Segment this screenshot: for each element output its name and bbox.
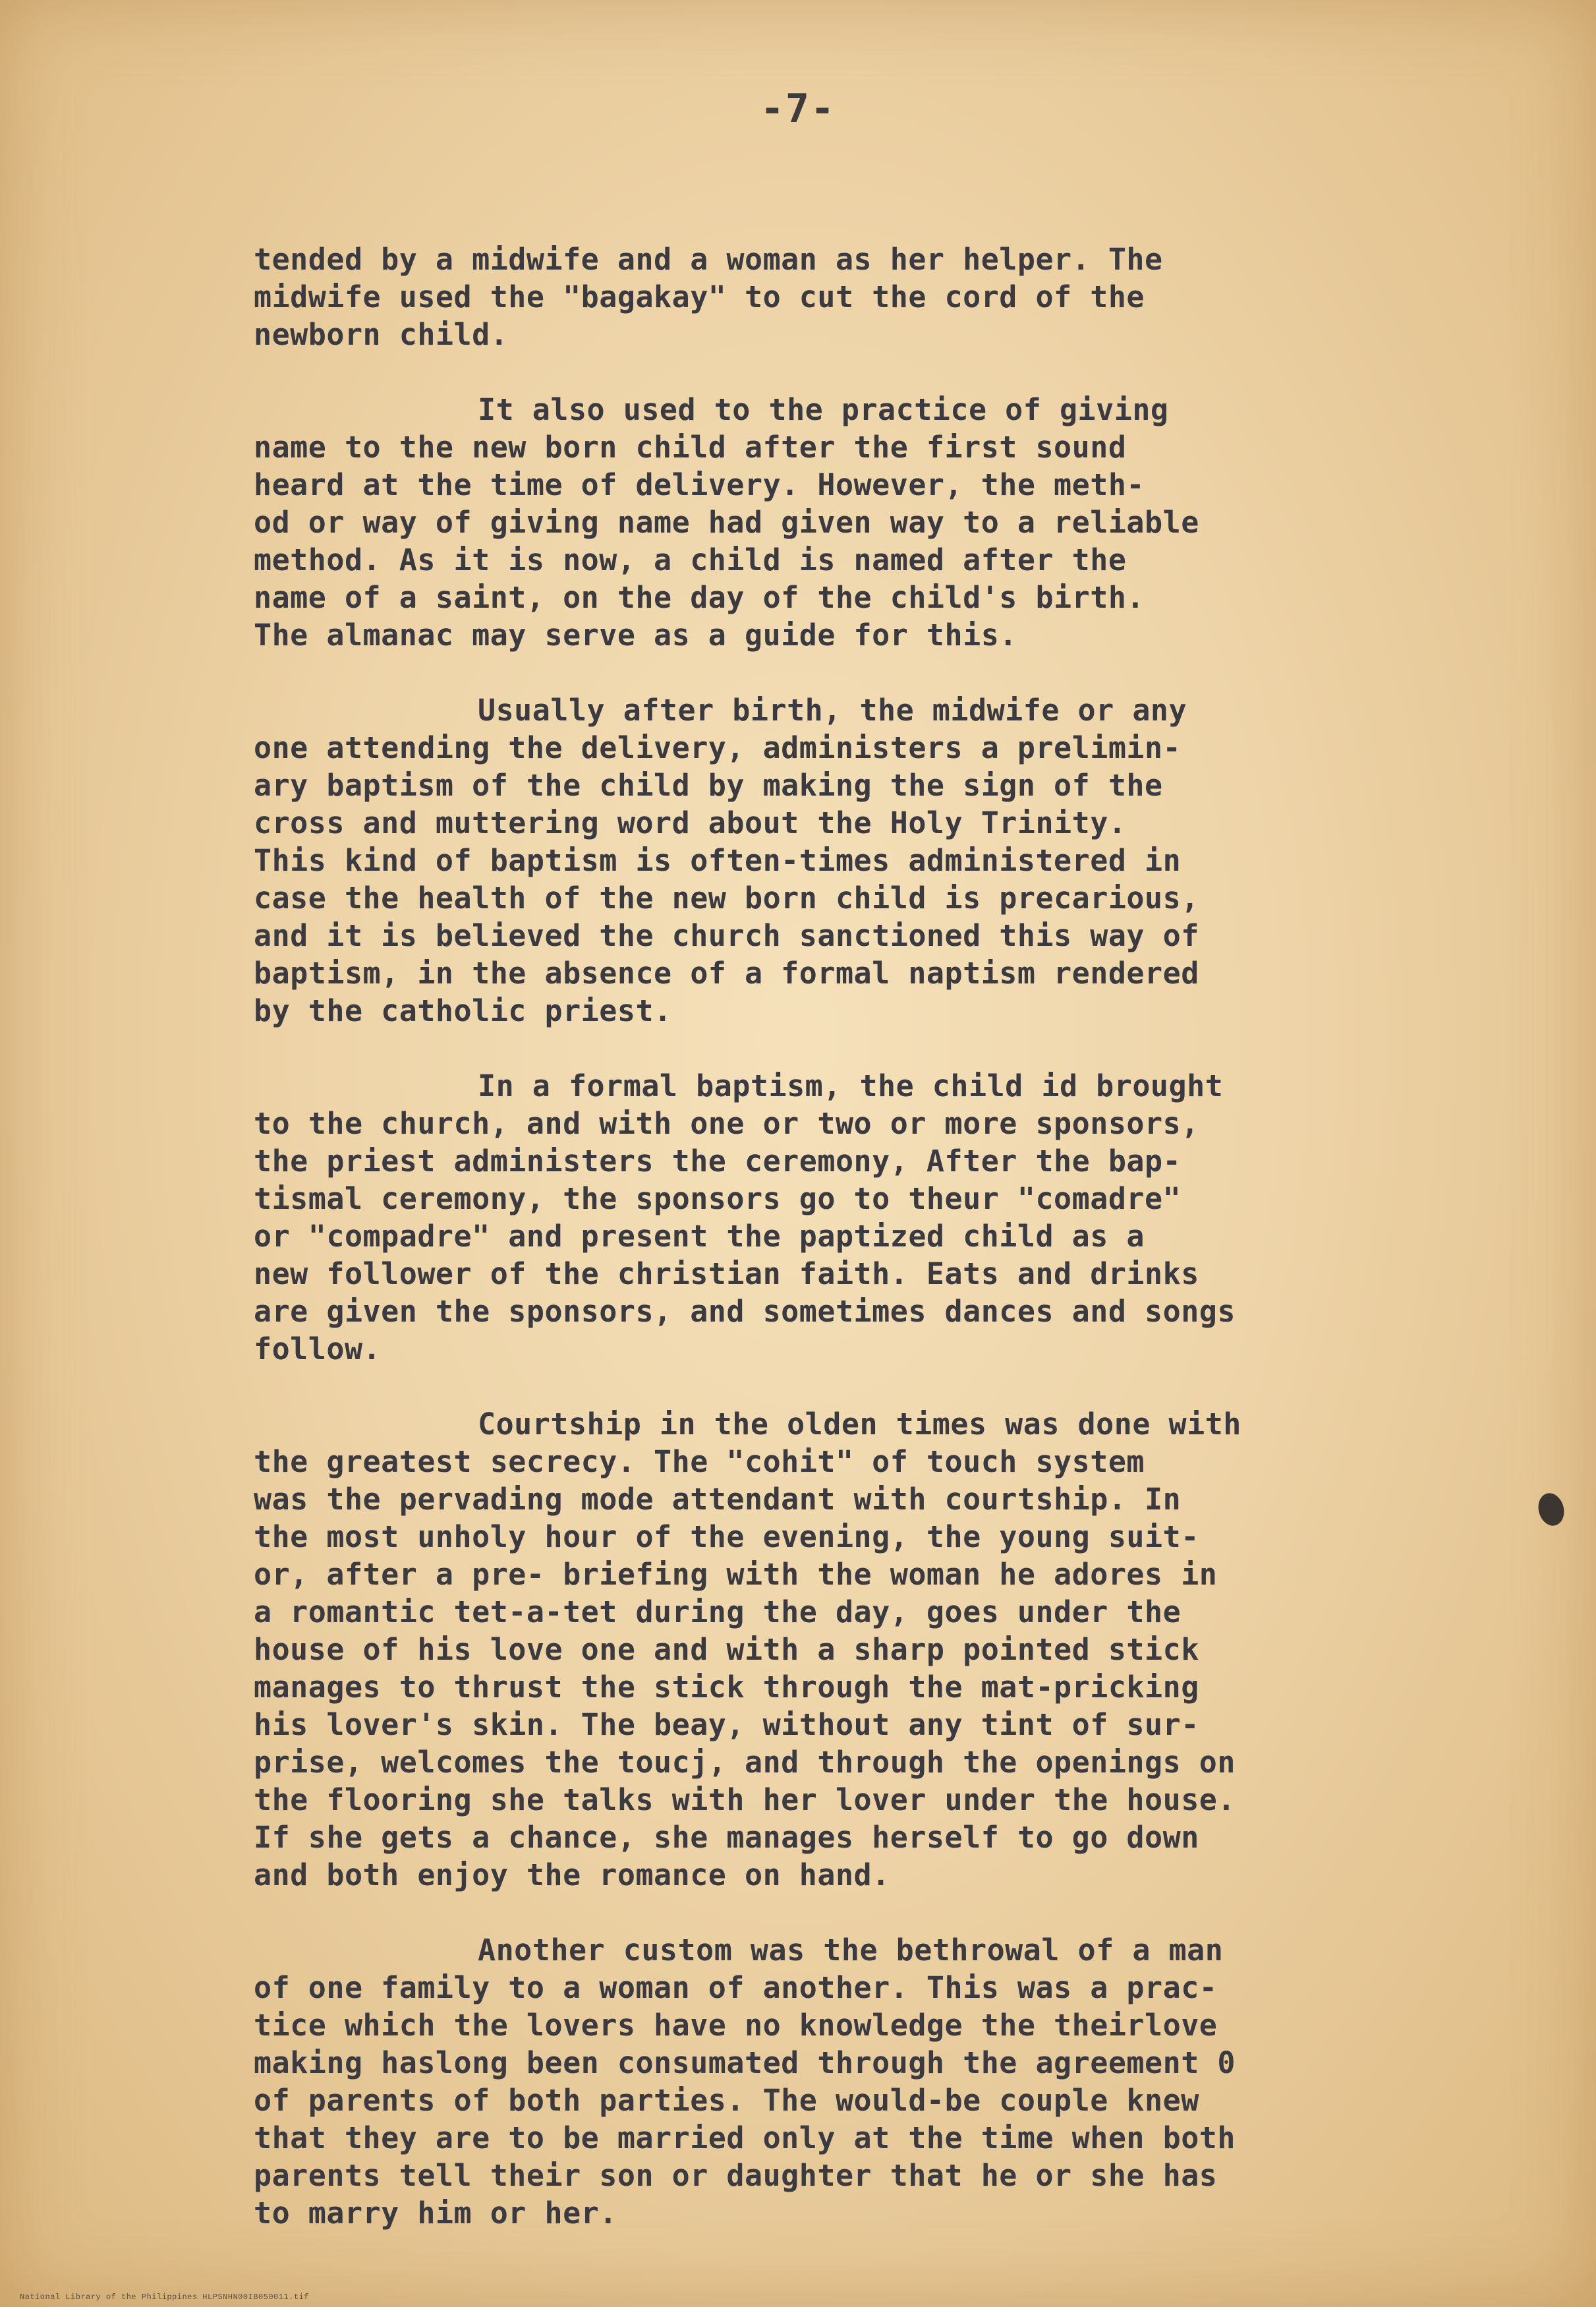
text-line: parents tell their son or daughter that he or she has <box>254 2158 1218 2193</box>
text-line: or "compadre" and present the paptized child as a <box>254 1219 1145 1254</box>
text-line: ary baptism of the child by making the sign of the <box>254 768 1163 803</box>
text-line: Another custom was the bethrowal of a man <box>478 1933 1224 1968</box>
scan-footer-credit: National Library of the Philippines HLPSNHN00IB050011.tif <box>20 2292 309 2302</box>
text-line: follow. <box>254 1331 382 1366</box>
text-line: If she gets a chance, she manages herself to go down <box>254 1820 1199 1855</box>
text-line: his lover's skin. The beay, without any tint of sur- <box>254 1707 1199 1742</box>
paragraph <box>254 1931 1440 2232</box>
text-line: was the pervading mode attendant with courtship. In <box>254 1482 1182 1517</box>
text-line: the priest administers the ceremony, After the bap- <box>254 1144 1182 1179</box>
text-line: tended by a midwife and a woman as her helper. The <box>254 242 1163 277</box>
text-line: name to the new born child after the first sound <box>254 430 1127 465</box>
text-line: house of his love one and with a sharp pointed stick <box>254 1632 1199 1667</box>
paragraph <box>254 241 1440 353</box>
text-line: and both enjoy the romance on hand. <box>254 1857 890 1892</box>
text-line: od or way of giving name had given way to a reliable <box>254 505 1199 540</box>
text-line: Usually after birth, the midwife or any <box>478 693 1187 728</box>
text-line: manages to thrust the stick through the mat-pricking <box>254 1670 1199 1705</box>
text-line: midwife used the "bagakay" to cut the cord of the <box>254 279 1145 314</box>
text-line: baptism, in the absence of a formal naptism rendered <box>254 956 1199 991</box>
text-line: the greatest secrecy. The "cohit" of touch system <box>254 1444 1145 1479</box>
text-line: are given the sponsors, and sometimes dances and songs <box>254 1294 1236 1329</box>
text-line: by the catholic priest. <box>254 993 672 1028</box>
paragraph <box>254 391 1440 654</box>
paragraph <box>254 1405 1440 1894</box>
text-line: Courtship in the olden times was done with <box>478 1407 1241 1442</box>
text-line: It also used to the practice of giving <box>478 392 1169 427</box>
text-line: to marry him or her. <box>254 2196 617 2231</box>
text-line: or, after a pre- briefing with the woman he adores in <box>254 1557 1218 1592</box>
text-line: prise, welcomes the toucj, and through the openings on <box>254 1745 1236 1780</box>
text-line: case the health of the new born child is precarious, <box>254 881 1199 916</box>
text-line: This kind of baptism is often-times administered in <box>254 843 1182 878</box>
text-line: a romantic tet-a-tet during the day, goes under the <box>254 1594 1182 1629</box>
paragraph <box>254 691 1440 1030</box>
paragraph <box>254 1067 1440 1368</box>
text-line: name of a saint, on the day of the child's birth. <box>254 580 1145 615</box>
text-line: tice which the lovers have no knowledge the theirlove <box>254 2008 1218 2043</box>
text-line: The almanac may serve as a guide for this. <box>254 618 1017 653</box>
text-line: tismal ceremony, the sponsors go to theur "comadre" <box>254 1181 1182 1216</box>
text-line: one attending the delivery, administers a prelimin- <box>254 730 1182 765</box>
text-line: of one family to a woman of another. This was a prac- <box>254 1970 1218 2005</box>
text-line: making haslong been consumated through the agreement 0 <box>254 2045 1236 2080</box>
text-line: In a formal baptism, the child id brought <box>478 1068 1224 1103</box>
text-line: to the church, and with one or two or more sponsors, <box>254 1106 1199 1141</box>
text-line: cross and muttering word about the Holy Trinity. <box>254 805 1127 840</box>
page-number: -7- <box>760 86 836 132</box>
text-line: method. As it is now, a child is named after the <box>254 542 1127 577</box>
ink-blot-mark <box>1535 1490 1568 1529</box>
text-line: that they are to be married only at the time when both <box>254 2120 1236 2155</box>
text-line: of parents of both parties. The would-be couple knew <box>254 2083 1199 2118</box>
text-line: the most unholy hour of the evening, the young suit- <box>254 1519 1199 1554</box>
text-line: new follower of the christian faith. Eats and drinks <box>254 1256 1199 1291</box>
text-line: and it is believed the church sanctioned this way of <box>254 918 1199 953</box>
text-line: newborn child. <box>254 317 509 352</box>
document-body <box>254 241 1440 2269</box>
text-line: the flooring she talks with her lover under the house. <box>254 1782 1236 1817</box>
text-line: heard at the time of delivery. However, the meth- <box>254 467 1145 502</box>
